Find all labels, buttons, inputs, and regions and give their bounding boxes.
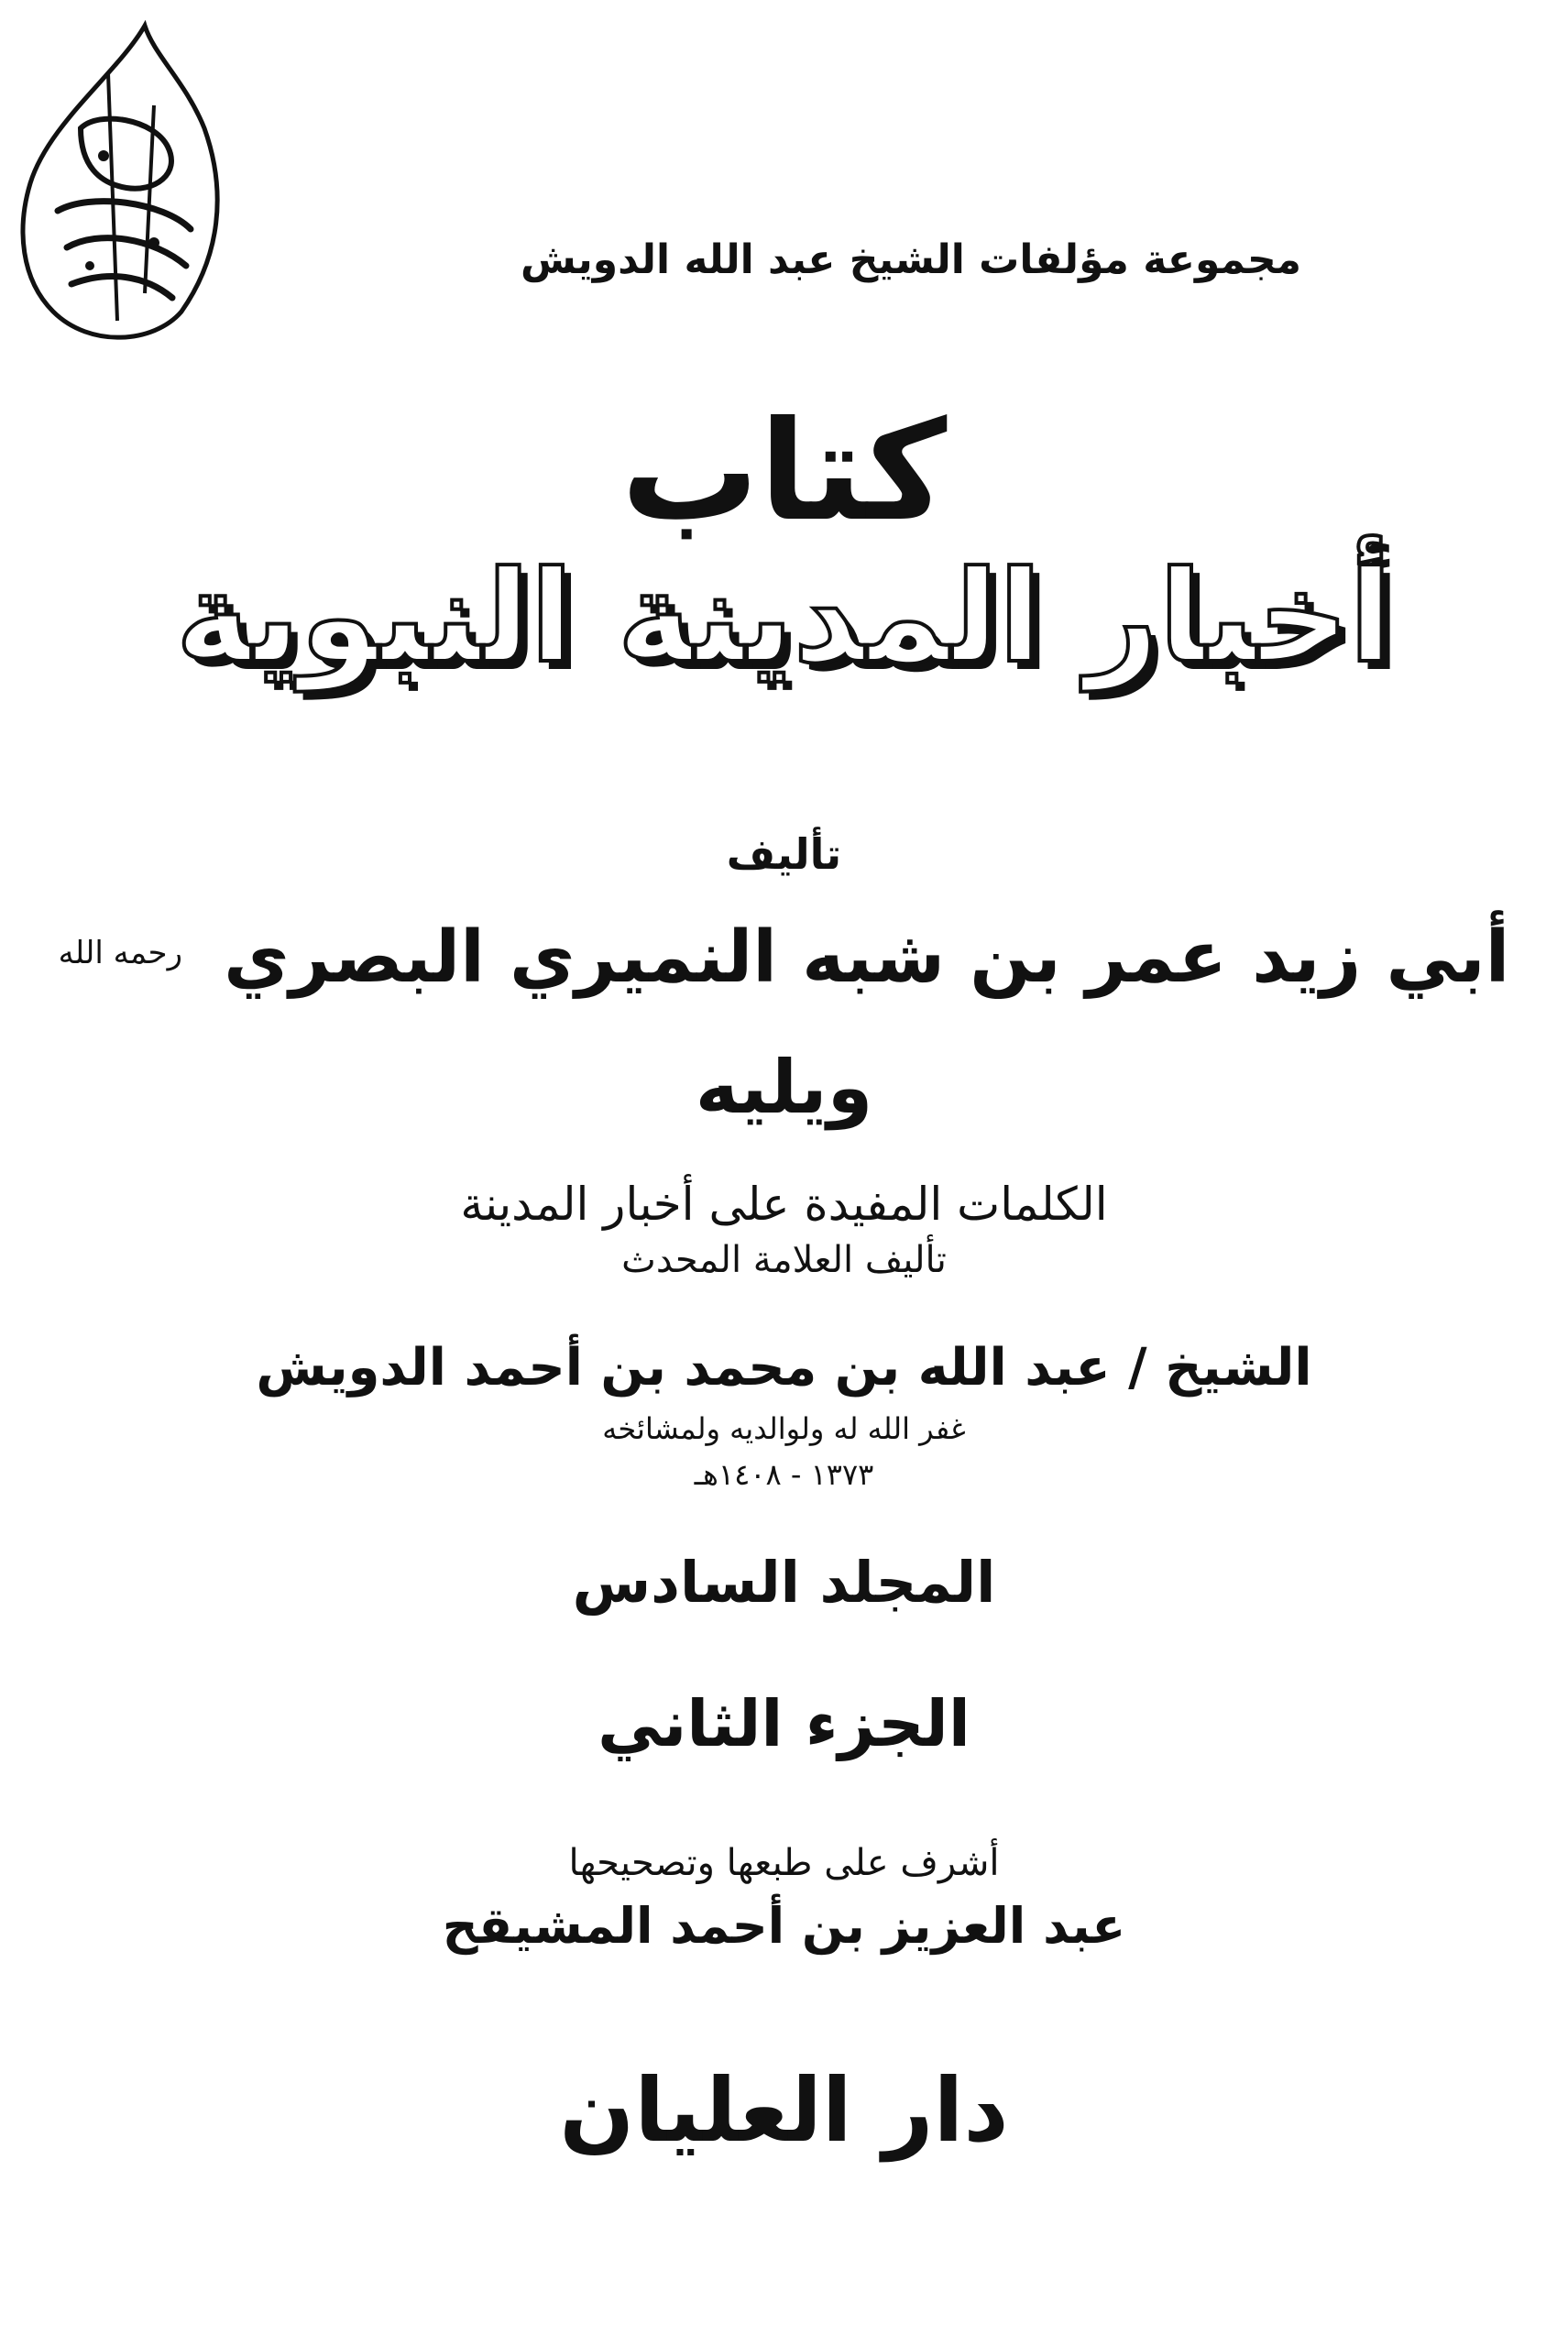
part-label: الجزء الثاني — [598, 1686, 970, 1761]
supervised-by-label: أشرف على طبعها وتصحيحها — [568, 1842, 1000, 1884]
volume-label: المجلد السادس — [572, 1549, 996, 1616]
series-title: مجموعة مؤلفات الشيخ عبد الله الدويش — [521, 236, 1301, 283]
author-honorific: رحمه الله — [58, 935, 182, 971]
editor-name: عبد العزيز بن أحمد المشيقح — [442, 1897, 1126, 1955]
followed-by-label: ويليه — [695, 1045, 873, 1130]
years-line: ١٣٧٣ - ١٤٠٨هـ — [694, 1457, 874, 1492]
kitab-heading: كتاب — [620, 392, 948, 552]
author-name: أبي زيد عمر بن شبه النميري البصري — [224, 916, 1510, 999]
second-book-author-label: تأليف العلامة المحدث — [621, 1239, 947, 1281]
author-line — [0, 916, 1568, 999]
sheikh-name: الشيخ / عبد الله بن محمد بن أحمد الدويش — [256, 1338, 1312, 1398]
publisher-name: دار العليان — [559, 2059, 1009, 2162]
book-title: أخبار المدينة النبوية — [175, 543, 1393, 691]
calligraphy-seal-logo — [16, 18, 227, 348]
prayer-line: غفر الله له ولوالديه ولمشائخه — [602, 1411, 966, 1446]
authorship-label: تأليف — [726, 829, 842, 879]
second-book-title: الكلمات المفيدة على أخبار المدينة — [460, 1178, 1108, 1231]
